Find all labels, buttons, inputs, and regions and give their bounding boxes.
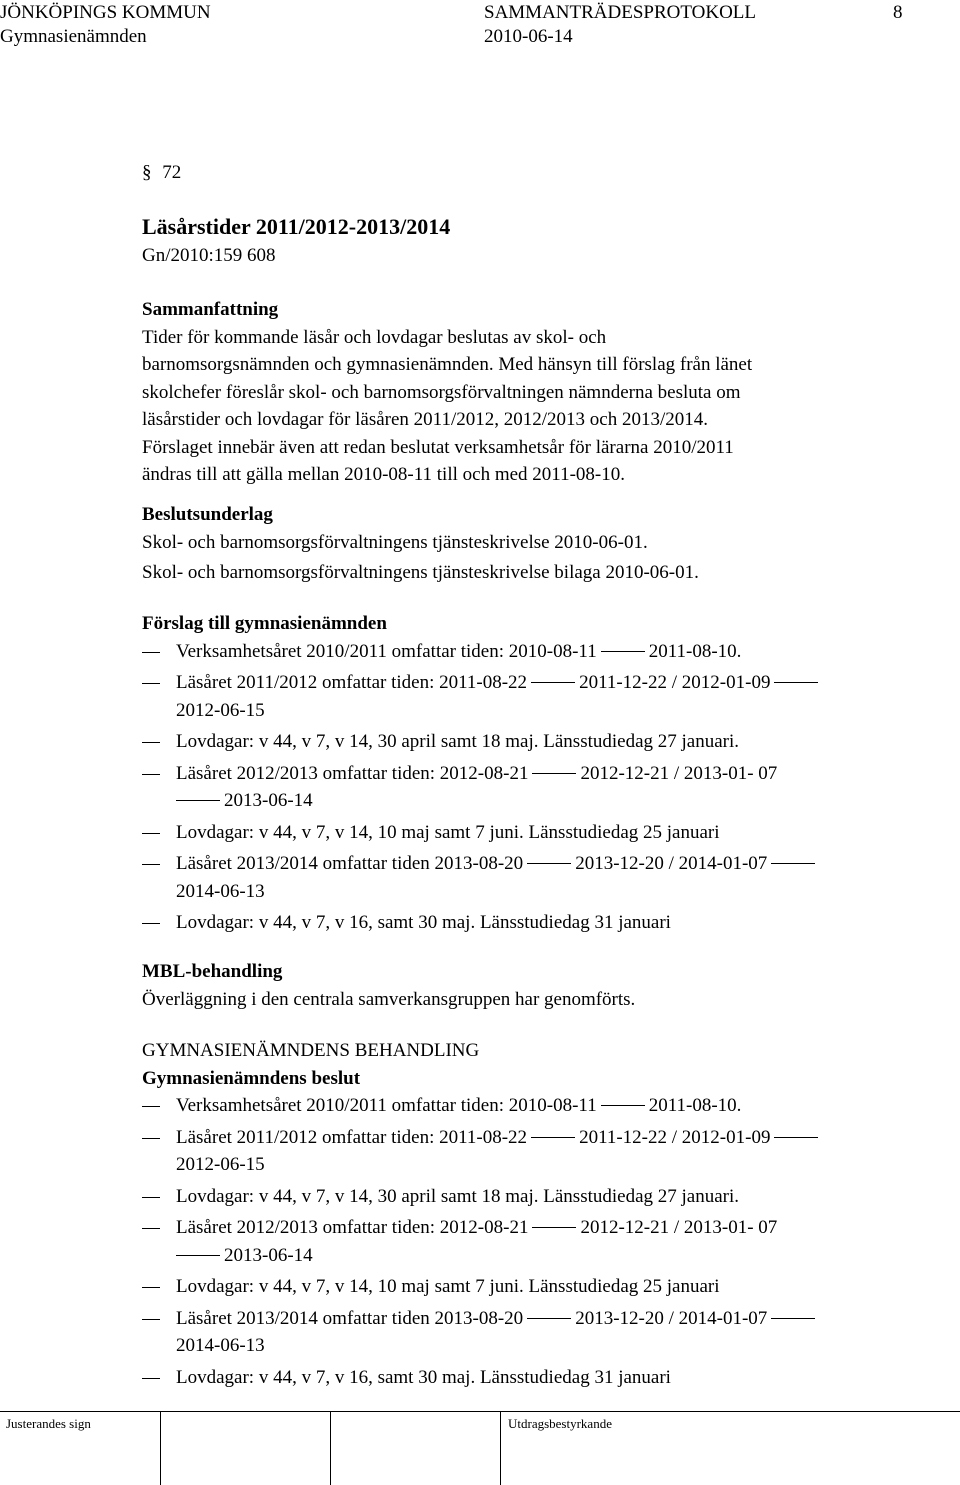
signature-footer: [0, 1411, 960, 1485]
mbl-text: Överläggning i den centrala samverkansgruppen har genomförts.: [142, 988, 636, 1010]
basis-section: [142, 501, 882, 587]
decision-item: Läsåret 2013/2014 omfattar tiden 2013-08-20 2013-12-20 / 2014-01-07 2014-06-13: [142, 1305, 882, 1360]
basis-line: Skol- och barnomsorgsförvaltningens tjänsteskrivelse 2010-06-01.: [142, 531, 648, 553]
proposal-item: Lovdagar: v 44, v 7, v 14, 10 maj samt 7 juni. Länsstudiedag 25 januari: [142, 819, 882, 847]
footer-sign-label: Justerandes sign: [6, 1416, 91, 1431]
decision-item: Verksamhetsåret 2010/2011 omfattar tiden: 2010-08-11 2011-08-10.: [142, 1092, 882, 1120]
proposal-section: [142, 610, 882, 937]
meeting-date: 2010-06-14: [484, 26, 573, 47]
summary-line: skolchefer föreslår skol- och barnomsorgsförvaltningen nämnderna besluta om: [142, 381, 741, 403]
decision-heading: Gymnasienämndens beslut: [142, 1067, 361, 1089]
divider: [160, 1412, 161, 1485]
proposal-item: Läsåret 2011/2012 omfattar tiden: 2011-08-22 2011-12-22 / 2012-01-09 2012-06-15: [142, 669, 882, 724]
paragraph-number: § 72: [142, 162, 182, 183]
summary-line: läsårstider och lovdagar för läsåren 2011/2012, 2012/2013 och 2013/2014.: [142, 409, 709, 430]
divider: [330, 1412, 331, 1485]
doc-type: SAMMANTRÄDESPROTOKOLL: [484, 2, 757, 23]
page-title: Läsårstider 2011/2012-2013/2014: [142, 214, 451, 239]
board-name: Gymnasienämnden: [0, 26, 147, 47]
summary-line: ändras till att gälla mellan 2010-08-11 till och med 2011-08-10.: [142, 464, 625, 485]
divider: [500, 1412, 501, 1485]
summary-line: barnomsorgsnämnden och gymnasienämnden. Med hänsyn till förslag från länet: [142, 354, 753, 375]
org-name: JÖNKÖPINGS KOMMUN: [0, 2, 211, 23]
summary-heading: Sammanfattning: [142, 299, 279, 320]
decision-item: Lovdagar: v 44, v 7, v 14, 10 maj samt 7 juni. Länsstudiedag 25 januari: [142, 1273, 882, 1301]
proposal-item: Läsåret 2013/2014 omfattar tiden 2013-08-20 2013-12-20 / 2014-01-07 2014-06-13: [142, 850, 882, 905]
proposal-heading: Förslag till gymnasienämnden: [142, 613, 387, 634]
decision-section: [142, 1037, 882, 1391]
summary-line: Förslaget innebär även att redan beslutat verksamhetsår för lärarna 2010/2011: [142, 436, 734, 458]
mbl-heading: MBL-behandling: [142, 961, 283, 982]
summary-section: [142, 296, 882, 489]
proposal-item: Lovdagar: v 44, v 7, v 16, samt 30 maj. Länsstudiedag 31 januari: [142, 909, 882, 937]
footer-certification-label: Utdragsbestyrkande: [508, 1416, 612, 1431]
decision-item: Läsåret 2011/2012 omfattar tiden: 2011-08-22 2011-12-22 / 2012-01-09 2012-06-15: [142, 1124, 882, 1179]
proposal-item: Läsåret 2012/2013 omfattar tiden: 2012-08-21 2012-12-21 / 2013-01- 07 2013-06-14: [142, 760, 882, 815]
basis-line: Skol- och barnomsorgsförvaltningens tjänsteskrivelse bilaga 2010-06-01.: [142, 562, 699, 583]
proposal-item: Verksamhetsåret 2010/2011 omfattar tiden: 2010-08-11 2011-08-10.: [142, 638, 882, 666]
decision-item: Läsåret 2012/2013 omfattar tiden: 2012-08-21 2012-12-21 / 2013-01- 07 2013-06-14: [142, 1214, 882, 1269]
basis-heading: Beslutsunderlag: [142, 504, 273, 525]
case-reference: Gn/2010:159 608: [142, 245, 276, 266]
section-sign: §: [142, 162, 152, 183]
proposal-item: Lovdagar: v 44, v 7, v 14, 30 april samt 18 maj. Länsstudiedag 27 januari.: [142, 728, 882, 756]
summary-line: Tider för kommande läsår och lovdagar beslutas av skol- och: [142, 326, 607, 348]
decision-item: Lovdagar: v 44, v 7, v 14, 30 april samt 18 maj. Länsstudiedag 27 januari.: [142, 1183, 882, 1211]
mbl-section: [142, 958, 882, 1013]
treatment-heading: GYMNASIENÄMNDENS BEHANDLING: [142, 1040, 480, 1061]
decision-item: Lovdagar: v 44, v 7, v 16, samt 30 maj. Länsstudiedag 31 januari: [142, 1364, 882, 1392]
page-number: 8: [893, 2, 903, 23]
